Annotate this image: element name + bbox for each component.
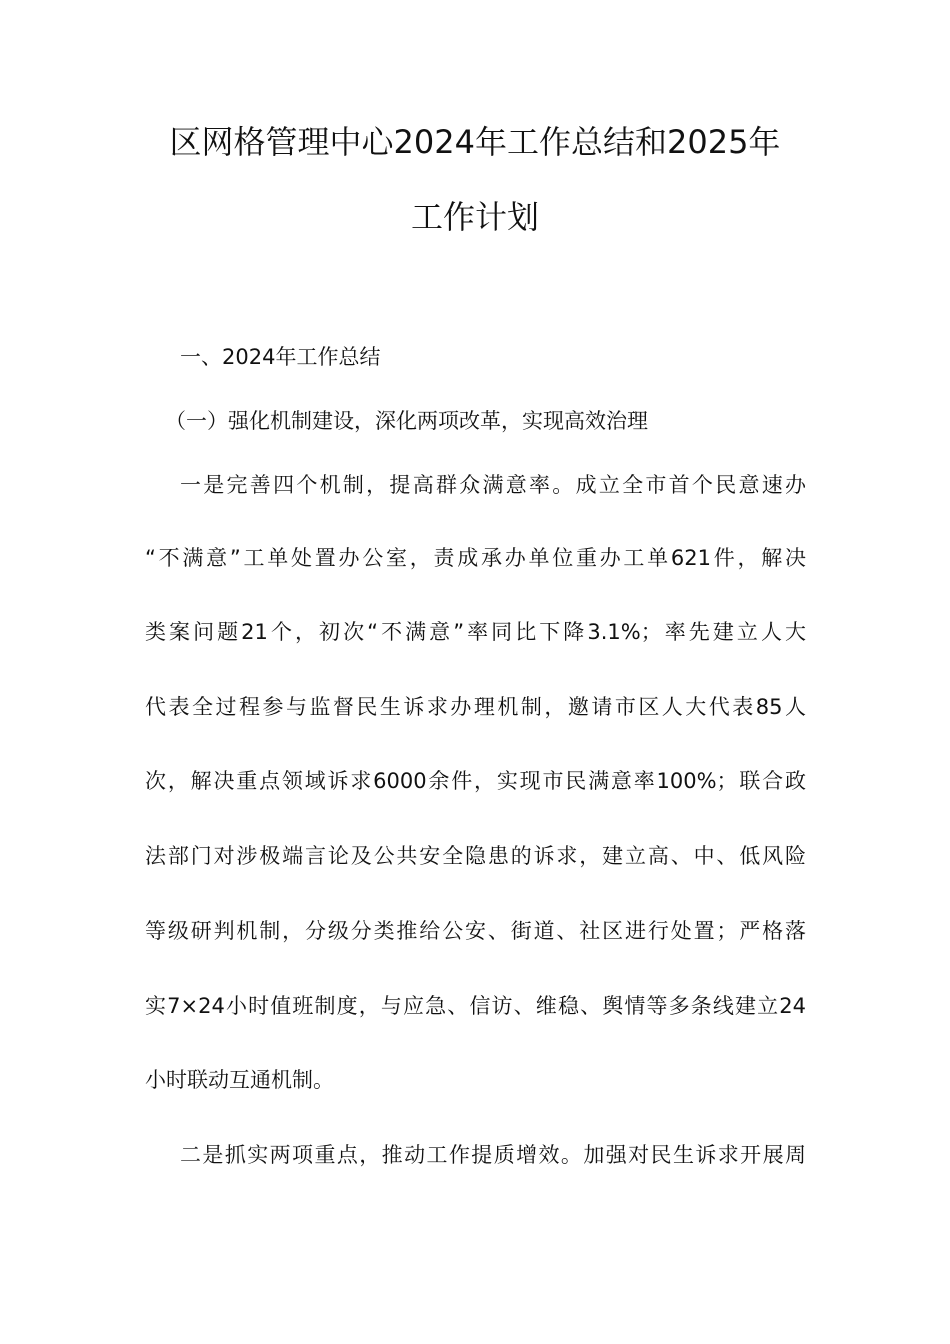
paragraph-line: 实7×24小时值班制度，与应急、信访、维稳、舆情等多条线建立24 (145, 994, 806, 1018)
subsection-heading: （一）强化机制建设，深化两项改革，实现高效治理 (165, 409, 648, 433)
paragraph-line: 代表全过程参与监督民生诉求办理机制，邀请市区人大代表85人 (145, 695, 806, 719)
document-title-line-1: 区网格管理中心2024年工作总结和2025年 (169, 123, 781, 161)
paragraph-line: 法部门对涉极端言论及公共安全隐患的诉求，建立高、中、低风险 (145, 844, 806, 868)
section-heading: 一、2024年工作总结 (180, 345, 381, 369)
paragraph-line: 一是完善四个机制，提高群众满意率。成立全市首个民意速办 (180, 473, 806, 497)
paragraph-line: “不满意”工单处置办公室，责成承办单位重办工单621件，解决 (145, 546, 806, 570)
paragraph-line: 类案问题21个，初次“不满意”率同比下降3.1%；率先建立人大 (145, 620, 806, 644)
paragraph-line: 次，解决重点领域诉求6000余件，实现市民满意率100%；联合政 (145, 769, 806, 793)
paragraph-line: 小时联动互通机制。 (145, 1068, 334, 1092)
document-title-line-2: 工作计划 (410, 198, 539, 236)
paragraph-line: 二是抓实两项重点，推动工作提质增效。加强对民生诉求开展周 (180, 1143, 806, 1167)
paragraph-line: 等级研判机制，分级分类推给公安、街道、社区进行处置；严格落 (145, 919, 806, 943)
